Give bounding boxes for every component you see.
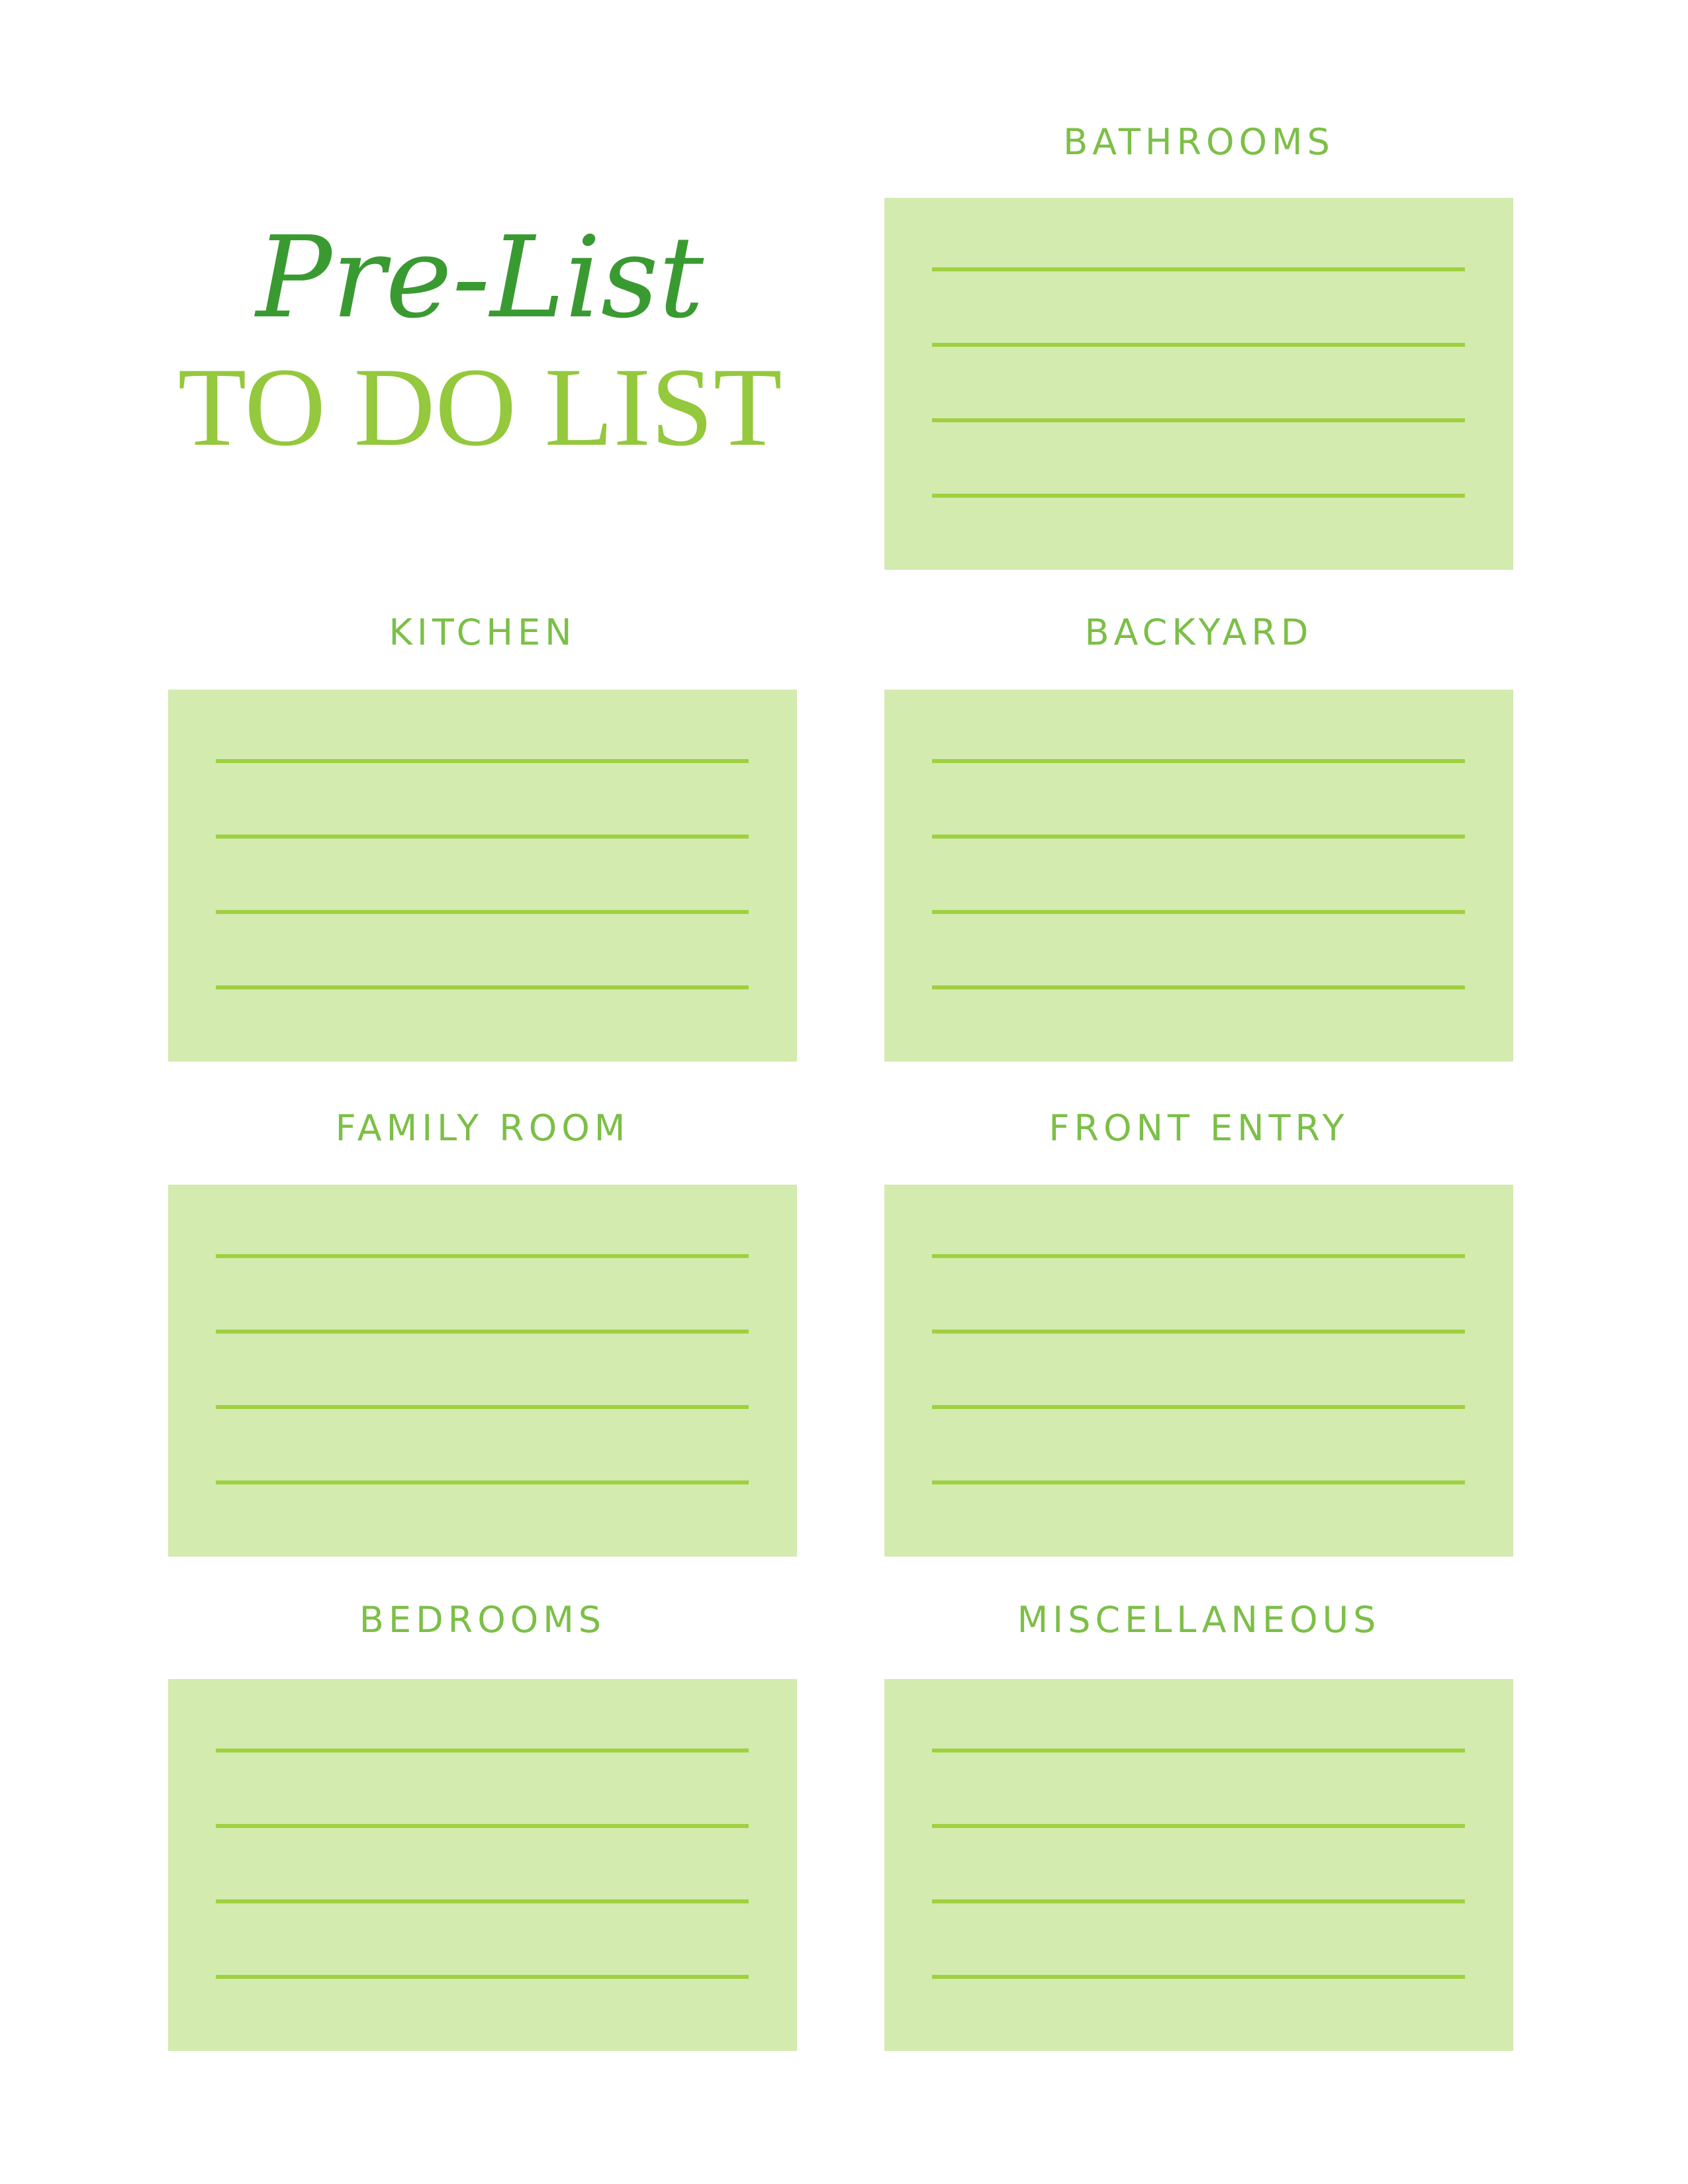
write-line[interactable] xyxy=(216,1254,749,1258)
write-line[interactable] xyxy=(932,759,1465,763)
write-line[interactable] xyxy=(932,1899,1465,1903)
write-line[interactable] xyxy=(932,494,1465,498)
write-line[interactable] xyxy=(932,1824,1465,1828)
write-line[interactable] xyxy=(216,1899,749,1903)
write-line[interactable] xyxy=(932,1330,1465,1334)
page-title-script: Pre-List xyxy=(256,212,704,343)
miscellaneous-card xyxy=(884,1679,1513,2051)
write-line[interactable] xyxy=(932,267,1465,271)
front-entry-card xyxy=(884,1185,1513,1557)
section-label-bedrooms: BEDROOMS xyxy=(359,1599,606,1641)
write-line[interactable] xyxy=(932,910,1465,914)
section-label-kitchen: KITCHEN xyxy=(389,612,577,653)
bathrooms-card xyxy=(884,198,1513,570)
kitchen-card xyxy=(168,690,797,1062)
backyard-card xyxy=(884,690,1513,1062)
write-line[interactable] xyxy=(216,985,749,989)
write-line[interactable] xyxy=(932,1975,1465,1979)
write-line[interactable] xyxy=(216,1824,749,1828)
write-line[interactable] xyxy=(216,759,749,763)
write-line[interactable] xyxy=(932,343,1465,347)
write-line[interactable] xyxy=(216,1330,749,1334)
write-line[interactable] xyxy=(932,1480,1465,1484)
write-line[interactable] xyxy=(216,910,749,914)
section-label-family-room: FAMILY ROOM xyxy=(335,1107,630,1149)
write-line[interactable] xyxy=(216,1749,749,1752)
write-line[interactable] xyxy=(932,1749,1465,1752)
write-line[interactable] xyxy=(932,1405,1465,1409)
write-line[interactable] xyxy=(932,1254,1465,1258)
section-label-front-entry: FRONT ENTRY xyxy=(1049,1107,1349,1149)
section-label-miscellaneous: MISCELLANEOUS xyxy=(1017,1599,1381,1641)
section-label-bathrooms: BATHROOMS xyxy=(1063,121,1335,163)
write-line[interactable] xyxy=(932,835,1465,839)
section-label-backyard: BACKYARD xyxy=(1084,612,1313,653)
family-room-card xyxy=(168,1185,797,1557)
write-line[interactable] xyxy=(932,985,1465,989)
write-line[interactable] xyxy=(216,1405,749,1409)
write-line[interactable] xyxy=(216,1480,749,1484)
write-line[interactable] xyxy=(216,835,749,839)
page-title-caps: TO DO LIST xyxy=(177,345,782,469)
bedrooms-card xyxy=(168,1679,797,2051)
write-line[interactable] xyxy=(216,1975,749,1979)
write-line[interactable] xyxy=(932,418,1465,422)
